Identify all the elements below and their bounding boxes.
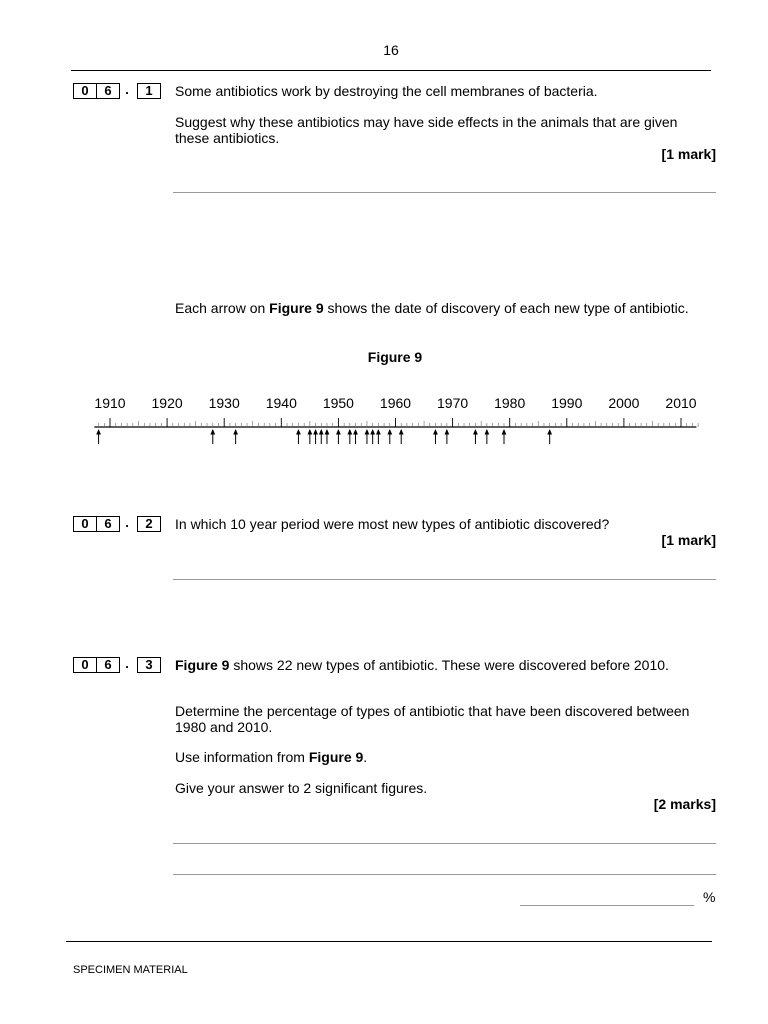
question-number-part: 2 [137, 516, 161, 532]
answer-line[interactable] [173, 874, 716, 875]
tick-label: 2010 [665, 395, 697, 411]
discovery-arrow-head [376, 429, 381, 435]
antibiotic-timeline [0, 390, 768, 460]
discovery-arrow-head [296, 429, 301, 435]
question-instruction: Give your answer to 2 significant figures. [175, 780, 428, 796]
question-text: Some antibiotics work by destroying the cell membranes of bacteria. [175, 83, 598, 99]
tick-label: 1960 [379, 395, 412, 411]
question-instruction [175, 749, 715, 765]
figure-reference: Figure 9 [175, 657, 230, 673]
discovery-arrow-head [336, 429, 341, 435]
question-text: In which 10 year period were most new types of antibiotic discovered? [175, 516, 610, 532]
discovery-arrow-head [547, 429, 552, 435]
tick-label: 1990 [551, 395, 583, 411]
tick-label: 1980 [494, 395, 526, 411]
question-number-dot: . [125, 515, 129, 530]
figure-reference: Figure 9 [308, 749, 364, 765]
answer-line[interactable] [173, 192, 716, 193]
bottom-rule [66, 941, 712, 942]
intro-text: shows the date of discovery of each new type of antibiotic. [323, 300, 689, 316]
question-number-dot: . [125, 82, 129, 97]
question-text [175, 657, 715, 673]
discovery-arrow-head [365, 429, 370, 435]
discovery-arrow-head [444, 429, 449, 435]
percentage-answer-line[interactable] [520, 905, 694, 906]
question-number-digit: 6 [96, 83, 120, 99]
discovery-arrow-head [353, 429, 358, 435]
question-number-digit: 0 [73, 516, 97, 532]
figure-title: Figure 9 [367, 349, 423, 365]
tick-label: 1910 [94, 395, 126, 411]
intro-text: Each arrow on [175, 300, 270, 316]
footer-specimen: SPECIMEN MATERIAL [73, 964, 188, 976]
tick-label: 1950 [322, 395, 354, 411]
question-number-dot: . [125, 656, 129, 671]
answer-line[interactable] [173, 843, 716, 844]
marks-label: [1 mark] [661, 146, 716, 162]
instruction-text: Use information from [175, 749, 309, 765]
top-rule [71, 70, 711, 71]
answer-line[interactable] [173, 579, 716, 580]
discovery-arrow-head [484, 429, 489, 435]
discovery-arrow-head [325, 429, 330, 435]
figure-reference: Figure 9 [269, 300, 324, 316]
discovery-arrow-head [313, 429, 318, 435]
page-number: 16 [383, 42, 399, 58]
discovery-arrow-head [347, 429, 352, 435]
tick-label: 1970 [437, 395, 469, 411]
marks-label: [2 marks] [653, 796, 716, 812]
discovery-arrow-head [233, 429, 238, 435]
discovery-arrow-head [307, 429, 312, 435]
figure-intro [175, 300, 715, 316]
discovery-arrow-head [96, 429, 101, 435]
discovery-arrow-head [210, 429, 215, 435]
tick-label: 2000 [608, 395, 640, 411]
question-number-digit: 0 [73, 657, 97, 673]
question-instruction: Suggest why these antibiotics may have side effects in the animals that are given these antibiotics. [175, 114, 678, 146]
question-number-digit: 6 [96, 516, 120, 532]
discovery-arrow-head [399, 429, 404, 435]
discovery-arrow-head [370, 429, 375, 435]
discovery-arrow-head [433, 429, 438, 435]
discovery-arrow-head [473, 429, 478, 435]
tick-label: 1940 [265, 395, 297, 411]
question-number-part: 3 [137, 657, 161, 673]
question-text-rest: shows 22 new types of antibiotic. These were discovered before 2010. [229, 657, 669, 673]
question-number-digit: 0 [73, 83, 97, 99]
question-number-digit: 6 [96, 657, 120, 673]
tick-label: 1930 [208, 395, 240, 411]
discovery-arrow-head [387, 429, 392, 435]
tick-label: 1920 [151, 395, 183, 411]
marks-label: [1 mark] [661, 532, 716, 548]
discovery-arrow-head [502, 429, 507, 435]
percent-unit: % [703, 889, 716, 905]
question-instruction: Determine the percentage of types of antibiotic that have been discovered between 1980 and 2010. [175, 703, 690, 735]
instruction-text: . [363, 749, 368, 765]
question-number-part: 1 [137, 83, 161, 99]
discovery-arrow-head [319, 429, 324, 435]
